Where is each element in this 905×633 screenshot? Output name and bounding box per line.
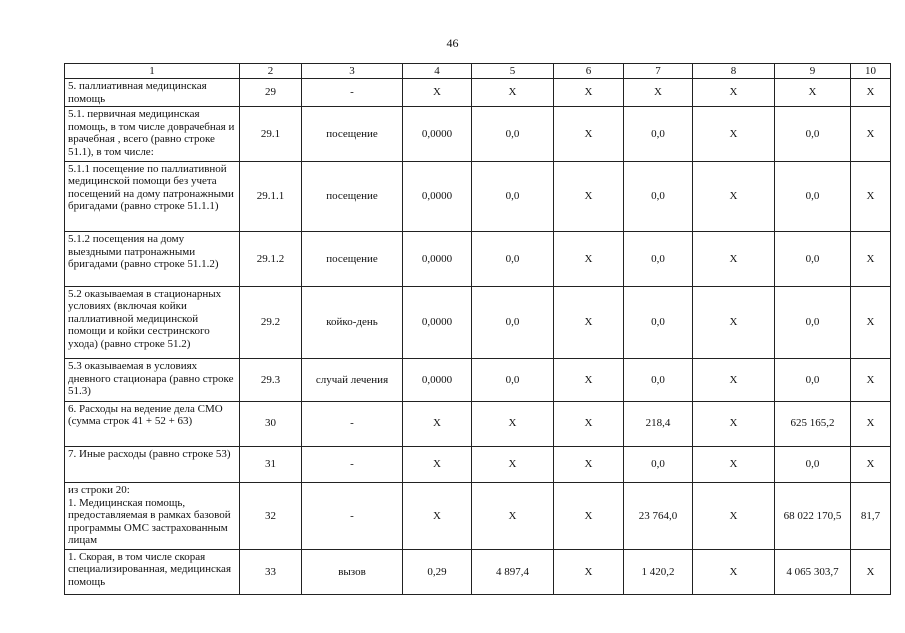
table-cell-col-10: X xyxy=(851,107,891,161)
table-cell-col-3: - xyxy=(302,401,403,446)
table-cell-col-10: X xyxy=(851,549,891,594)
table-cell-col-6: X xyxy=(554,232,624,286)
table-cell-col-2: 29.1.2 xyxy=(240,232,302,286)
table-cell-col-5: 0,0 xyxy=(472,161,554,232)
table-cell-col-3: посещение xyxy=(302,232,403,286)
table-cell-col-7: 0,0 xyxy=(624,161,693,232)
table-cell-col-3: койко-день xyxy=(302,286,403,359)
table-cell-col-10: X xyxy=(851,79,891,107)
table-cell-col-4: 0,0000 xyxy=(403,232,472,286)
table-row xyxy=(65,401,891,446)
table-cell-col-4: X xyxy=(403,79,472,107)
table-body xyxy=(65,79,891,595)
table-cell-col-5: 0,0 xyxy=(472,107,554,161)
table-cell-col-2: 29.2 xyxy=(240,286,302,359)
table-cell-col-5: 0,0 xyxy=(472,359,554,401)
table-cell-col-1: 5.3 оказываемая в условиях дневного стационара (равно строке 51.3) xyxy=(65,359,240,401)
table-cell-col-2: 32 xyxy=(240,483,302,550)
table-cell-col-7: 218,4 xyxy=(624,401,693,446)
table-cell-col-6: X xyxy=(554,286,624,359)
table-cell-col-9: 0,0 xyxy=(775,232,851,286)
table-cell-col-5: X xyxy=(472,79,554,107)
table-cell-col-5: 0,0 xyxy=(472,286,554,359)
table-cell-col-6: X xyxy=(554,79,624,107)
table-cell-col-2: 29 xyxy=(240,79,302,107)
table-cell-col-10: X xyxy=(851,161,891,232)
table-cell-col-1: 5. паллиативная медицинская помощь xyxy=(65,79,240,107)
table-cell-col-1: 5.2 оказываемая в стационарных условиях (включая койки паллиативной медицинской помощи и койки сестринского ухода) (равно строке 51.2) xyxy=(65,286,240,359)
table-cell-col-7: 0,0 xyxy=(624,107,693,161)
table-cell-col-5: X xyxy=(472,483,554,550)
table-cell-col-6: X xyxy=(554,107,624,161)
table-cell-col-5: X xyxy=(472,401,554,446)
table-cell-col-3: вызов xyxy=(302,549,403,594)
table-cell-col-3: - xyxy=(302,446,403,482)
column-header-2: 2 xyxy=(240,64,302,79)
table-row xyxy=(65,286,891,359)
column-header-4: 4 xyxy=(403,64,472,79)
table-cell-col-4: X xyxy=(403,483,472,550)
table-cell-col-3: посещение xyxy=(302,107,403,161)
column-header-8: 8 xyxy=(693,64,775,79)
table-row xyxy=(65,446,891,482)
table-cell-col-8: X xyxy=(693,446,775,482)
table-cell-col-9: X xyxy=(775,79,851,107)
table-cell-col-4: 0,0000 xyxy=(403,107,472,161)
table-cell-col-5: X xyxy=(472,446,554,482)
table-cell-col-7: 23 764,0 xyxy=(624,483,693,550)
table-cell-col-1: 5.1.2 посещения на дому выездными патронажными бригадами (равно строке 51.1.2) xyxy=(65,232,240,286)
table-cell-col-7: 0,0 xyxy=(624,232,693,286)
table-row xyxy=(65,232,891,286)
table-cell-col-6: X xyxy=(554,161,624,232)
table-cell-col-2: 31 xyxy=(240,446,302,482)
table-cell-col-7: X xyxy=(624,79,693,107)
table-cell-col-4: 0,0000 xyxy=(403,359,472,401)
column-header-1: 1 xyxy=(65,64,240,79)
table-cell-col-6: X xyxy=(554,549,624,594)
table-cell-col-4: X xyxy=(403,401,472,446)
table-cell-col-9: 4 065 303,7 xyxy=(775,549,851,594)
table-cell-col-8: X xyxy=(693,79,775,107)
table-row xyxy=(65,107,891,161)
table-cell-col-8: X xyxy=(693,161,775,232)
header-row xyxy=(65,64,891,79)
column-header-9: 9 xyxy=(775,64,851,79)
table-cell-col-6: X xyxy=(554,401,624,446)
table-cell-col-7: 0,0 xyxy=(624,446,693,482)
table-cell-col-8: X xyxy=(693,107,775,161)
table-cell-col-4: 0,29 xyxy=(403,549,472,594)
table-cell-col-1: из строки 20: 1. Медицинская помощь, предоставляемая в рамках базовой программы ОМС застрахованным лицам xyxy=(65,483,240,550)
table-cell-col-4: X xyxy=(403,446,472,482)
table-cell-col-4: 0,0000 xyxy=(403,286,472,359)
table-cell-col-2: 30 xyxy=(240,401,302,446)
table-cell-col-10: X xyxy=(851,401,891,446)
page-number: 46 xyxy=(446,36,459,50)
table-cell-col-3: - xyxy=(302,79,403,107)
table-cell-col-2: 29.1.1 xyxy=(240,161,302,232)
table-cell-col-7: 0,0 xyxy=(624,359,693,401)
table-cell-col-9: 68 022 170,5 xyxy=(775,483,851,550)
column-header-3: 3 xyxy=(302,64,403,79)
table-row xyxy=(65,549,891,594)
table-cell-col-9: 0,0 xyxy=(775,446,851,482)
table-cell-col-9: 625 165,2 xyxy=(775,401,851,446)
table-cell-col-9: 0,0 xyxy=(775,107,851,161)
table-row xyxy=(65,483,891,550)
table-cell-col-8: X xyxy=(693,286,775,359)
table-cell-col-10: X xyxy=(851,286,891,359)
table-cell-col-8: X xyxy=(693,549,775,594)
column-header-5: 5 xyxy=(472,64,554,79)
table-cell-col-1: 6. Расходы на ведение дела СМО (сумма строк 41 + 52 + 63) xyxy=(65,401,240,446)
table-cell-col-1: 5.1.1 посещение по паллиативной медицинской помощи без учета посещений на дому патронажными бригадами (равно строке 51.1.1) xyxy=(65,161,240,232)
column-header-6: 6 xyxy=(554,64,624,79)
table-cell-col-2: 29.1 xyxy=(240,107,302,161)
table-cell-col-9: 0,0 xyxy=(775,161,851,232)
table-cell-col-8: X xyxy=(693,401,775,446)
table-cell-col-5: 0,0 xyxy=(472,232,554,286)
table-cell-col-7: 0,0 xyxy=(624,286,693,359)
table-cell-col-10: X xyxy=(851,446,891,482)
table-cell-col-1: 1. Скорая, в том числе скорая специализированная, медицинская помощь xyxy=(65,549,240,594)
table-cell-col-9: 0,0 xyxy=(775,286,851,359)
table-cell-col-9: 0,0 xyxy=(775,359,851,401)
table-cell-col-6: X xyxy=(554,446,624,482)
table-cell-col-10: X xyxy=(851,232,891,286)
table-cell-col-5: 4 897,4 xyxy=(472,549,554,594)
table-cell-col-4: 0,0000 xyxy=(403,161,472,232)
table-cell-col-8: X xyxy=(693,359,775,401)
table-cell-col-3: - xyxy=(302,483,403,550)
column-header-10: 10 xyxy=(851,64,891,79)
table-row xyxy=(65,161,891,232)
table-cell-col-2: 29.3 xyxy=(240,359,302,401)
table-cell-col-7: 1 420,2 xyxy=(624,549,693,594)
table-row xyxy=(65,79,891,107)
column-header-7: 7 xyxy=(624,64,693,79)
table-cell-col-2: 33 xyxy=(240,549,302,594)
table-cell-col-3: посещение xyxy=(302,161,403,232)
table-cell-col-10: 81,7 xyxy=(851,483,891,550)
table-cell-col-3: случай лечения xyxy=(302,359,403,401)
table-cell-col-8: X xyxy=(693,232,775,286)
table-cell-col-1: 7. Иные расходы (равно строке 53) xyxy=(65,446,240,482)
table-cell-col-10: X xyxy=(851,359,891,401)
table-cell-col-6: X xyxy=(554,483,624,550)
data-table xyxy=(64,63,891,595)
table-cell-col-8: X xyxy=(693,483,775,550)
table-row xyxy=(65,359,891,401)
table-cell-col-1: 5.1. первичная медицинская помощь, в том числе доврачебная и врачебная , всего (равно строке 51.1), в том числе: xyxy=(65,107,240,161)
table-cell-col-6: X xyxy=(554,359,624,401)
